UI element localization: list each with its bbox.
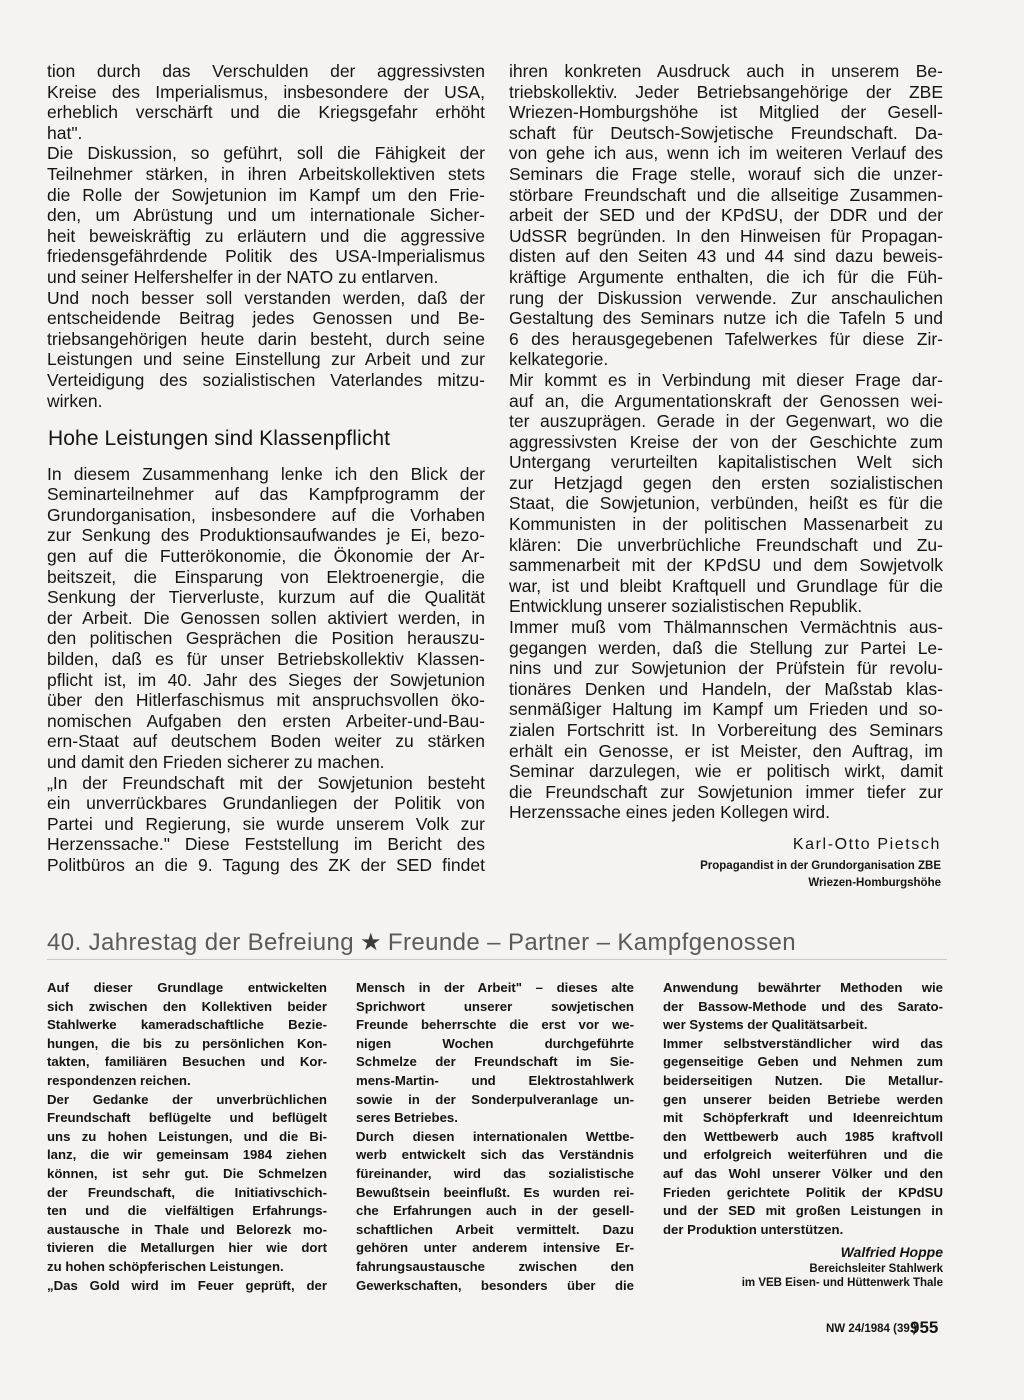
text-line: 6 des herausgegebenen Tafelwerkes für diese Zir- <box>509 328 943 349</box>
text-line: „In der Freundschaft mit der Sowjetunion besteht <box>47 772 485 793</box>
text-line: Teilnehmer stärken, in ihren Arbeitskollektiven stets <box>47 163 485 184</box>
issue-reference: NW 24/1984 (39.) <box>826 1323 917 1335</box>
text-line: sich zwischen den Kollektiven beider <box>47 998 327 1014</box>
lower-column-3-text <box>663 979 943 1239</box>
text-line: tionäres Denken und Handeln, der Maßstab klas- <box>509 678 943 699</box>
text-line: nins und zur Sowjetunion der Prüfstein für revolu- <box>509 658 943 679</box>
text-line: In diesem Zusammenhang lenke ich den Blick der <box>47 463 485 484</box>
paragraph-continuation <box>509 61 943 823</box>
text-line: Seminar darzulegen, wie er politisch wirkt, damit <box>509 761 943 782</box>
text-line: über den Hitlerfaschismus mit anspruchsvollen öko- <box>47 690 485 711</box>
text-line: seres Betriebes. <box>356 1110 458 1126</box>
text-line: schaftlichen Arbeit vermittelt. Dazu <box>356 1221 634 1237</box>
text-line: Die Diskussion, so geführt, soll die Fähigkeit der <box>47 143 485 164</box>
text-line: erheblich verschärft und die Kriegsgefahr erhöht <box>47 102 485 123</box>
text-line: Partei und Regierung, sie wurde unserem Volk zur <box>47 813 485 834</box>
text-line: Sprichwort unserer sowjetischen <box>356 998 634 1014</box>
text-line: disten auf den Seiten 43 und 44 sind dazu beweis- <box>509 246 943 267</box>
text-line: rung der Diskussion verwende. Zur anschaulichen <box>509 287 943 308</box>
text-line: und erfolgreich weiterführen und die <box>663 1147 943 1163</box>
text-line: pflicht ist, im 40. Jahr des Sieges der Sowjetunion <box>47 669 485 690</box>
text-line: Senkung der Tierverluste, kurzum auf die Qualität <box>47 587 485 608</box>
text-line: Anwendung bewährter Methoden wie <box>663 980 943 995</box>
text-line: der Freundschaft, die Initiativschich- <box>47 1184 327 1200</box>
text-line: hungen, die bis zu persönlichen Kon- <box>47 1035 327 1051</box>
text-line: Auf dieser Grundlage entwickelten <box>47 980 327 995</box>
text-line: Schmelze der Freundschaft im Sie- <box>356 1054 634 1070</box>
lower-author-signature: Walfried Hoppe <box>840 1244 943 1261</box>
text-line: tivieren die Metallurgen hier wie dort <box>47 1240 327 1256</box>
text-line: che Erfahrungen auch in der gesell- <box>356 1203 634 1219</box>
text-line: Verteidigung des sozialistischen Vaterlandes mitzu- <box>47 369 485 390</box>
text-line: friedensgefährdende Politik des USA-Imperialismus <box>47 246 485 267</box>
text-line: nomischen Aufgaben den ersten Arbeiter-und-Bau- <box>47 710 485 731</box>
text-line: sammenarbeit mit der KPdSU und dem Sowjetvolk <box>509 555 943 576</box>
text-line: mens-Martin- und Elektrostahlwerk <box>356 1072 634 1088</box>
text-line: zialen Fortschritt ist. In Vorbereitung des Seminars <box>509 720 943 740</box>
text-line: Entwicklung unserer sozialistischen Republik. <box>509 596 863 617</box>
text-line: Grundorganisation, insbesondere auf die Vorhaben <box>47 504 485 525</box>
author-signature: Karl-Otto Pietsch <box>792 835 941 853</box>
text-line: respondenzen reichen. <box>47 1072 191 1088</box>
star-icon: ★ <box>360 929 382 956</box>
author-role-line-1: Propagandist in der Grundorganisation ZBE <box>700 859 941 872</box>
text-line: und damit den Frieden sicherer zu machen. <box>47 752 385 772</box>
text-line: „Das Gold wird im Feuer geprüft, der <box>47 1277 327 1293</box>
text-line: gegangen werden, daß die Stellung zur Partei Le- <box>509 637 943 658</box>
text-line: Seminars die Frage stelle, worauf sich die unzer- <box>509 163 943 184</box>
text-line: Untergang verurteilten kapitalistischen Welt sich <box>509 452 943 473</box>
text-line: ihren konkreten Ausdruck auch in unserem Be- <box>509 61 943 81</box>
text-line: Freunde beherrschte die erst vor we- <box>356 1017 634 1033</box>
text-line: lanz, die wir gemeinsam 1984 ziehen <box>47 1147 327 1163</box>
lower-column-1 <box>47 979 327 1295</box>
text-line: zu hohen schöpferischen Leistungen. <box>47 1258 284 1274</box>
text-line: störbare Freundschaft und die allseitige Zusammen- <box>509 184 943 205</box>
text-line: gehören unter anderem intensive Er- <box>356 1240 634 1256</box>
text-line: wer Systems der Qualitätsarbeit. <box>663 1017 868 1033</box>
text-line: Frieden gerichtete Politik der KPdSU <box>663 1184 943 1200</box>
text-line: hat". <box>47 122 83 143</box>
text-line: kelkategorie. <box>509 349 609 370</box>
text-line: auf an, die Argumentationskraft der Genossen wei- <box>509 390 943 411</box>
text-line: gegenseitige Geben und Nehmen zum <box>663 1054 943 1070</box>
lower-author-role-line-2: im VEB Eisen- und Hüttenwerk Thale <box>741 1276 943 1289</box>
text-line: uns zu hohen Leistungen, und die Bi- <box>47 1128 327 1144</box>
text-line: mit Schöpferkraft und Ideenreichtum <box>663 1110 943 1126</box>
text-line: senmäßiger Haltung im Kampf um Frieden und so- <box>509 699 943 720</box>
section-heading: Hohe Leistungen sind Klassenpflicht <box>48 427 391 451</box>
text-line: Mir kommt es in Verbindung mit dieser Frage dar- <box>509 369 943 390</box>
text-line: Herzenssache eines jeden Kollegen wird. <box>509 802 831 823</box>
text-line: klären: Die unverbrüchliche Freundschaft und Zu- <box>509 534 943 555</box>
text-line: Freundschaft beflügelte und beflügelt <box>47 1110 327 1126</box>
text-line: den, um Abrüstung und um internationale Sicher- <box>47 205 485 226</box>
text-line: ein unverrückbares Grundanliegen der Politik von <box>47 793 485 814</box>
text-line: Wriezen-Homburgshöhe ist Mitglied der Gesell- <box>509 102 943 123</box>
text-line: arbeit der SED und der KPdSU, der DDR und der <box>509 205 943 226</box>
text-line: triebskollektiv. Jeder Betriebsangehörige der ZBE <box>509 81 943 102</box>
text-line: und seiner Helfershelfer in der NATO zu entlarven. <box>47 266 439 287</box>
text-line: Der Gedanke der unverbrüchlichen <box>47 1091 327 1107</box>
text-line: nigen Wochen durchgeführte <box>356 1035 634 1051</box>
lower-column-2 <box>356 979 634 1295</box>
text-line: den Wettbewerb auch 1985 kraftvoll <box>663 1128 943 1144</box>
text-line: Bewußtsein beeinflußt. Es wurden rei- <box>356 1184 634 1200</box>
text-line: beitszeit, die Einsparung von Elektroenergie, die <box>47 566 485 587</box>
text-line: tion durch das Verschulden der aggressivsten <box>47 61 485 81</box>
page-number: 955 <box>910 1318 939 1337</box>
text-line: können, ist sehr gut. Die Schmelzen <box>47 1165 327 1181</box>
text-line: zur Hetzjagd gegen den ersten sozialistischen <box>509 472 943 493</box>
text-line: Staat, die Sowjetunion, verbünden, heißt es für die <box>509 493 943 514</box>
text-line: der Arbeit. Die Genossen sollen aktiviert werden, in <box>47 607 485 628</box>
text-line: wirken. <box>47 390 103 411</box>
text-line: Politbüros an die 9. Tagung des ZK der SED findet <box>47 854 485 875</box>
text-line: Durch diesen internationalen Wettbe- <box>356 1128 634 1144</box>
text-line: UdSSR begründen. In den Hinweisen für Propagan- <box>509 225 943 246</box>
text-line: werb entwickelt sich das Verständnis <box>356 1147 634 1163</box>
text-line: Leistungen und seine Einstellung zur Arbeit und zur <box>47 349 485 370</box>
text-line: gen auf die Futterökonomie, die Ökonomie der Ar- <box>47 546 485 567</box>
text-line: die Rolle der Sowjetunion im Kampf um den Frie- <box>47 184 485 205</box>
text-line: der Produktion unterstützen. <box>663 1221 844 1237</box>
article-column-2 <box>509 61 943 890</box>
text-line: Stahlwerke kameradschaftliche Bezie- <box>47 1017 327 1033</box>
text-line: austausche in Thale und Belorezk mo- <box>47 1221 327 1237</box>
text-line: aggressivsten Kreise der von der Geschichte zum <box>509 431 943 452</box>
text-line: erhält ein Genosse, er ist Meister, den Auftrag, im <box>509 740 943 761</box>
text-line: takten, familiären Besuchen und Kor- <box>47 1054 327 1070</box>
text-line: ern-Staat auf deutschem Boden weiter zu stärken <box>47 731 485 752</box>
text-line: Immer muß vom Thälmannschen Vermächtnis aus- <box>509 617 943 638</box>
text-line: die Freundschaft zur Sowjetunion immer tiefer zur <box>509 781 943 802</box>
text-line: bilden, daß es für unser Betriebskollektiv Klassen- <box>47 649 485 670</box>
banner-left-text: 40. Jahrestag der Befreiung <box>47 929 354 956</box>
text-line: Gewerkschaften, besonders über die <box>356 1277 634 1293</box>
text-line: sowie in der Sonderpulveranlage un- <box>356 1091 634 1107</box>
section-banner <box>47 928 947 960</box>
text-line: Kreise des Imperialismus, insbesondere der USA, <box>47 81 485 102</box>
text-line: gen unserer beiden Betriebe werden <box>663 1091 943 1107</box>
text-line: und der SED mit großen Leistungen in <box>663 1203 943 1219</box>
text-line: beiderseitigen Nutzen. Die Metallur- <box>663 1072 943 1088</box>
paragraph-section <box>47 464 485 876</box>
text-line: kräftige Argumente enthalten, die ich für die Füh- <box>509 266 943 287</box>
text-line: Gestaltung des Seminars nutze ich die Tafeln 5 und <box>509 308 943 329</box>
text-line: auf das Wohl unserer Völker und den <box>663 1165 943 1181</box>
banner-right-text: Freunde – Partner – Kampfgenossen <box>387 929 797 956</box>
text-line: schaft für Deutsch-Sowjetische Freundschaft. Da- <box>509 122 943 143</box>
article-column-1 <box>47 61 485 876</box>
text-line: heit beweiskräftig zu erläutern und die aggressive <box>47 225 485 246</box>
text-line: der Bassow-Methode und des Sarato- <box>663 998 943 1014</box>
lower-column-3 <box>663 979 943 1290</box>
text-line: war, ist und bleibt Kraftquell und Grundlage für die <box>509 575 943 596</box>
text-line: Und noch besser soll verstanden werden, daß der <box>47 287 485 308</box>
text-line: Seminarteilnehmer auf das Kampfprogramm der <box>47 484 485 505</box>
text-line: Immer selbstverständlicher wird das <box>663 1035 943 1051</box>
text-line: triebsangehörigen heute darin besteht, durch seine <box>47 328 485 349</box>
text-line: Kommunisten in der politischen Massenarbeit zu <box>509 514 943 535</box>
text-line: zur Senkung des Produktionsaufwandes je Ei, bezo- <box>47 525 485 546</box>
text-line: füreinander, wird das sozialistische <box>356 1165 634 1181</box>
text-line: fahrungsaustausche zwischen den <box>356 1258 634 1274</box>
paragraph-intro <box>47 61 485 411</box>
text-line: Mensch in der Arbeit" – dieses alte <box>356 980 634 995</box>
text-line: von gehe ich aus, wenn ich im weiteren Verlauf des <box>509 143 943 164</box>
text-line: den politischen Gesprächen die Position herauszu- <box>47 628 485 649</box>
text-line: ter auszuprägen. Gerade in der Gegenwart, wo die <box>509 411 943 432</box>
text-line: entscheidende Beitrag jedes Genossen und Be- <box>47 308 485 329</box>
text-line: Herzenssache." Diese Feststellung im Bericht des <box>47 834 485 855</box>
author-role-line-2: Wriezen-Homburgshöhe <box>808 876 941 889</box>
text-line: ten und die vielfältigen Erfahrungs- <box>47 1203 327 1219</box>
lower-author-role-line-1: Bereichsleiter Stahlwerk <box>809 1262 943 1275</box>
